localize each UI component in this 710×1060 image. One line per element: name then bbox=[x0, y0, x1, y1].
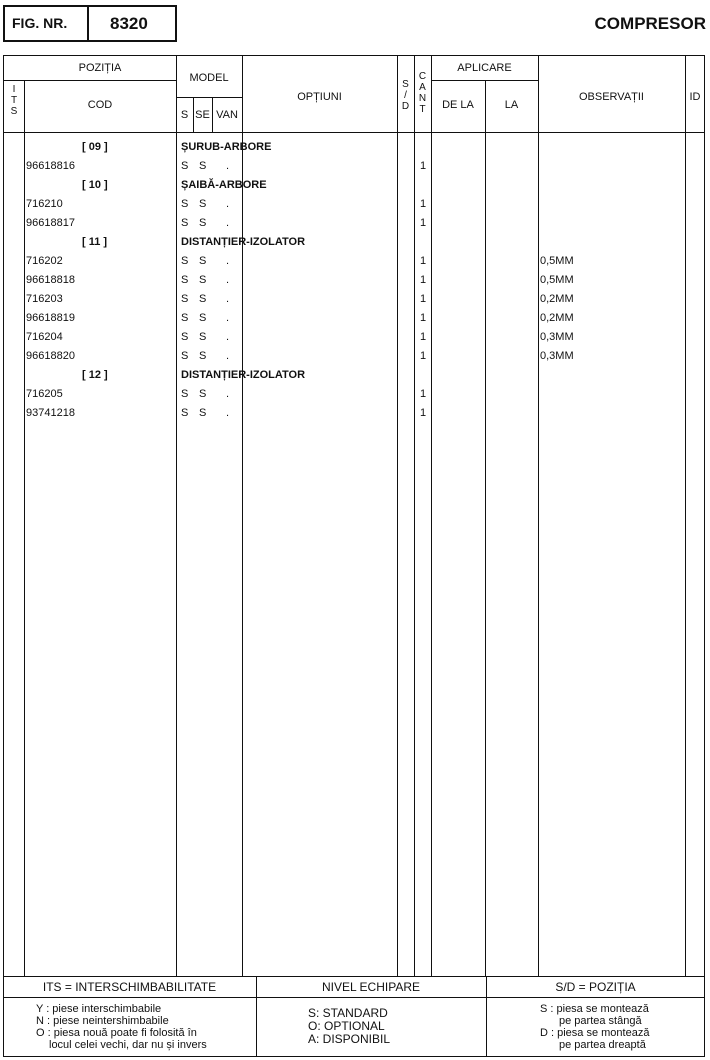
model-van-value: . bbox=[226, 388, 230, 400]
part-code: 716210 bbox=[26, 198, 63, 210]
model-se-value: S bbox=[199, 331, 207, 343]
model-van-header: VAN bbox=[216, 109, 238, 121]
part-code: 716202 bbox=[26, 255, 63, 267]
quantity-value: 1 bbox=[420, 350, 427, 362]
sd-legend-text: S : piesa se montează pe partea stângă D : piesa se montează pe partea dreaptă bbox=[540, 1003, 650, 1051]
observation-value: 0,2MM bbox=[540, 312, 574, 324]
part-code: 96618818 bbox=[26, 274, 75, 286]
model-se-value: S bbox=[199, 293, 207, 305]
model-se-value: S bbox=[199, 350, 207, 362]
part-code: 96618820 bbox=[26, 350, 75, 362]
model-se-value: S bbox=[199, 160, 207, 172]
table-row bbox=[0, 194, 705, 213]
observatii-header: OBSERVAȚII bbox=[578, 91, 644, 103]
model-van-value: . bbox=[226, 350, 230, 362]
model-header: MODEL bbox=[189, 72, 229, 84]
group-name: ȘURUB-ARBORE bbox=[181, 141, 272, 153]
model-s-value: S bbox=[181, 388, 189, 400]
aplicare-header: APLICARE bbox=[457, 62, 512, 74]
table-row bbox=[0, 213, 705, 232]
its-header: I T S bbox=[10, 84, 18, 117]
table-row bbox=[0, 270, 705, 289]
model-se-value: S bbox=[199, 274, 207, 286]
model-s-value: S bbox=[181, 160, 189, 172]
quantity-value: 1 bbox=[420, 331, 427, 343]
quantity-value: 1 bbox=[420, 388, 427, 400]
cant-header: C A N T bbox=[418, 71, 427, 115]
model-van-value: . bbox=[226, 160, 230, 172]
la-header: LA bbox=[504, 99, 519, 111]
model-s-value: S bbox=[181, 198, 189, 210]
table-row bbox=[0, 327, 705, 346]
group-row bbox=[0, 232, 705, 251]
model-van-value: . bbox=[226, 312, 230, 324]
group-name: DISTANȚIER-IZOLATOR bbox=[181, 236, 306, 248]
table-row bbox=[0, 346, 705, 365]
quantity-value: 1 bbox=[420, 274, 427, 286]
part-code: 96618819 bbox=[26, 312, 75, 324]
model-van-value: . bbox=[226, 198, 230, 210]
table-row bbox=[0, 308, 705, 327]
its-legend-text: Y : piese interschimbabile N : piese neintershimbabile O : piesa nouă poate fi folosită în locul celei vechi, dar nu și invers bbox=[36, 1003, 207, 1051]
model-se-value: S bbox=[199, 388, 207, 400]
pozitia-header: POZIȚIA bbox=[78, 62, 122, 74]
table-row bbox=[0, 384, 705, 403]
part-code: 716204 bbox=[26, 331, 63, 343]
table-row bbox=[0, 251, 705, 270]
observation-value: 0,3MM bbox=[540, 350, 574, 362]
de-la-header: DE LA bbox=[442, 99, 474, 111]
quantity-value: 1 bbox=[420, 407, 427, 419]
observation-value: 0,2MM bbox=[540, 293, 574, 305]
model-s-value: S bbox=[181, 255, 189, 267]
part-code: 96618817 bbox=[26, 217, 75, 229]
model-se-value: S bbox=[199, 217, 207, 229]
model-van-value: . bbox=[226, 217, 230, 229]
model-van-value: . bbox=[226, 255, 230, 267]
group-row bbox=[0, 137, 705, 156]
quantity-value: 1 bbox=[420, 198, 427, 210]
part-code: 716203 bbox=[26, 293, 63, 305]
position-number: [ 12 ] bbox=[82, 369, 108, 381]
page-title: COMPRESOR bbox=[594, 14, 706, 33]
model-van-value: . bbox=[226, 407, 230, 419]
observation-value: 0,3MM bbox=[540, 331, 574, 343]
quantity-value: 1 bbox=[420, 255, 427, 267]
model-se-value: S bbox=[199, 198, 207, 210]
table-row bbox=[0, 156, 705, 175]
quantity-value: 1 bbox=[420, 293, 427, 305]
model-se-value: S bbox=[199, 255, 207, 267]
model-s-value: S bbox=[181, 331, 189, 343]
model-s-value: S bbox=[181, 350, 189, 362]
group-row bbox=[0, 175, 705, 194]
group-name: ȘAIBĂ-ARBORE bbox=[181, 179, 267, 191]
part-code: 93741218 bbox=[26, 407, 75, 419]
figure-label: FIG. NR. bbox=[12, 15, 68, 31]
position-number: [ 11 ] bbox=[82, 236, 108, 248]
its-legend-title: ITS = INTERSCHIMBABILITATE bbox=[42, 980, 217, 994]
model-van-value: . bbox=[226, 331, 230, 343]
nivel-legend-text: S: STANDARD O: OPTIONAL A: DISPONIBIL bbox=[308, 1006, 391, 1046]
table-row bbox=[0, 403, 705, 422]
model-s-value: S bbox=[181, 407, 189, 419]
quantity-value: 1 bbox=[420, 312, 427, 324]
sd-header: S / D bbox=[401, 79, 410, 112]
model-s-value: S bbox=[181, 217, 189, 229]
quantity-value: 1 bbox=[420, 217, 427, 229]
table-row bbox=[0, 289, 705, 308]
model-se-value: S bbox=[199, 407, 207, 419]
model-van-value: . bbox=[226, 274, 230, 286]
nivel-legend-title: NIVEL ECHIPARE bbox=[321, 980, 421, 994]
position-number: [ 09 ] bbox=[82, 141, 108, 153]
observation-value: 0,5MM bbox=[540, 274, 574, 286]
model-s-value: S bbox=[181, 312, 189, 324]
model-s-header: S bbox=[180, 109, 189, 121]
group-name: DISTANȚIER-IZOLATOR bbox=[181, 369, 306, 381]
model-se-header: SE bbox=[195, 109, 210, 121]
part-code: 96618816 bbox=[26, 160, 75, 172]
observation-value: 0,5MM bbox=[540, 255, 574, 267]
sd-legend-title: S/D = POZIȚIA bbox=[555, 980, 636, 994]
group-row bbox=[0, 365, 705, 384]
position-number: [ 10 ] bbox=[82, 179, 108, 191]
model-s-value: S bbox=[181, 293, 189, 305]
cod-header: COD bbox=[87, 99, 113, 111]
model-s-value: S bbox=[181, 274, 189, 286]
model-van-value: . bbox=[226, 293, 230, 305]
quantity-value: 1 bbox=[420, 160, 427, 172]
part-code: 716205 bbox=[26, 388, 63, 400]
model-se-value: S bbox=[199, 312, 207, 324]
optiuni-header: OPȚIUNI bbox=[297, 91, 342, 103]
id-header: ID bbox=[689, 91, 701, 103]
figure-number: 8320 bbox=[110, 14, 148, 33]
